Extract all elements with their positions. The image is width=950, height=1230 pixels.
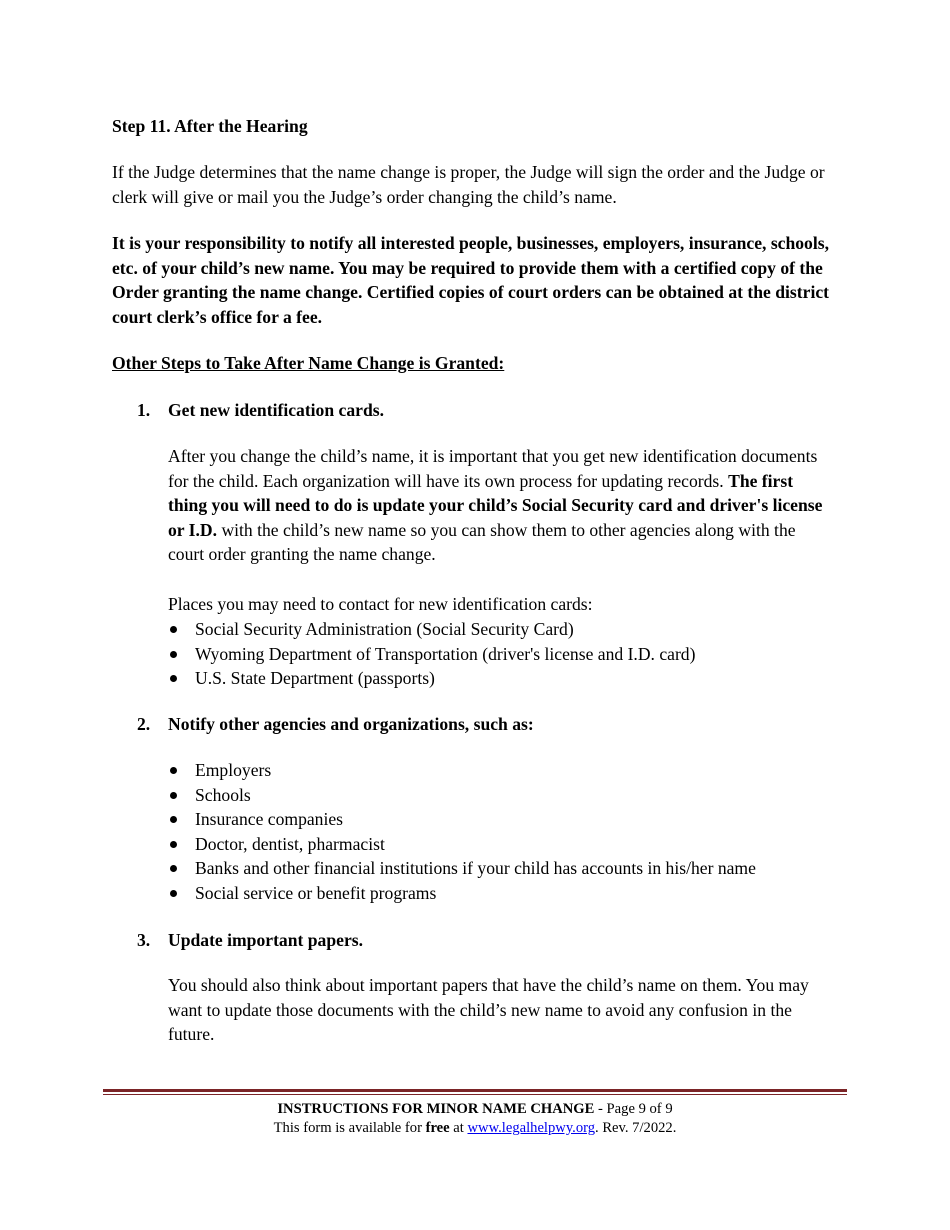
footer-title-line <box>103 1099 847 1119</box>
step-title: Step 11. After the Hearing <box>112 116 308 136</box>
list-item: Social service or benefit programs <box>168 881 828 906</box>
item-2-title: Notify other agencies and organizations, such as: <box>168 714 534 734</box>
item-3-title: Update important papers. <box>168 930 364 950</box>
bullet-icon <box>170 890 177 897</box>
id-card-contacts-list <box>168 617 828 691</box>
item-1-text-bold: The first thing you will need to do is update your child’s Social Security card and driver's license or I.D. <box>168 470 823 540</box>
list-item: U.S. State Department (passports) <box>168 666 828 691</box>
list-item: Banks and other financial institutions if your child has accounts in his/her name <box>168 856 828 881</box>
website-link[interactable]: www.legalhelpwy.org <box>467 1120 596 1136</box>
item-3-paragraph: You should also think about important papers that have the child’s name on them. You may want to update those documents with the child’s new name to avoid any confusion in the future. <box>168 975 809 1045</box>
item-3-number: 3. <box>137 930 151 950</box>
item-1-list-intro: Places you may need to contact for new identification cards: <box>168 594 593 614</box>
footer-rule-thick <box>103 1089 847 1092</box>
list-item: Wyoming Department of Transportation (driver's license and I.D. card) <box>168 642 828 667</box>
bullet-icon <box>170 792 177 799</box>
responsibility-notice: It is your responsibility to notify all interested people, businesses, employers, insurance, schools, etc. of your child’s new name. You may be required to provide them with a certified copy of the Order granting the name change. Certified copies of court orders can be obtained at the district court clerk’s office for a fee. <box>112 233 830 327</box>
footer-page-label: - Page 9 of 9 <box>594 1101 673 1117</box>
item-1-text-before: After you change the child’s name, it is important that you get new identification documents for the child. Each organization will have its own process for updating records. <box>168 446 818 491</box>
footer-title: INSTRUCTIONS FOR MINOR NAME CHANGE <box>277 1101 595 1117</box>
bullet-icon <box>170 865 177 872</box>
bullet-icon <box>170 816 177 823</box>
footer-availability-line: This form is available for free at www.legalhelpwy.org. Rev. 7/2022. <box>273 1120 677 1136</box>
item-1-text-after: with the child’s new name so you can show them to other agencies along with the court order granting the name change. <box>168 519 796 565</box>
item-1-number: 1. <box>137 400 151 420</box>
bullet-icon <box>170 767 177 774</box>
list-item: Social Security Administration (Social Security Card) <box>168 617 828 642</box>
footer-rule-thin <box>103 1094 847 1095</box>
agencies-list <box>168 758 828 906</box>
item-1-paragraph <box>168 444 828 567</box>
bullet-icon <box>170 675 177 682</box>
list-item: Insurance companies <box>168 807 828 832</box>
other-steps-heading: Other Steps to Take After Name Change is Granted: <box>112 353 505 373</box>
hearing-paragraph: If the Judge determines that the name change is proper, the Judge will sign the order and the Judge or clerk will give or mail you the Judge’s order changing the child’s name. <box>112 162 825 207</box>
bullet-icon <box>170 651 177 658</box>
list-item: Employers <box>168 758 828 783</box>
bullet-icon <box>170 841 177 848</box>
list-item: Doctor, dentist, pharmacist <box>168 832 828 857</box>
item-1-title: Get new identification cards. <box>168 400 384 420</box>
list-item: Schools <box>168 783 828 808</box>
bullet-icon <box>170 626 177 633</box>
item-2-number: 2. <box>137 714 151 734</box>
